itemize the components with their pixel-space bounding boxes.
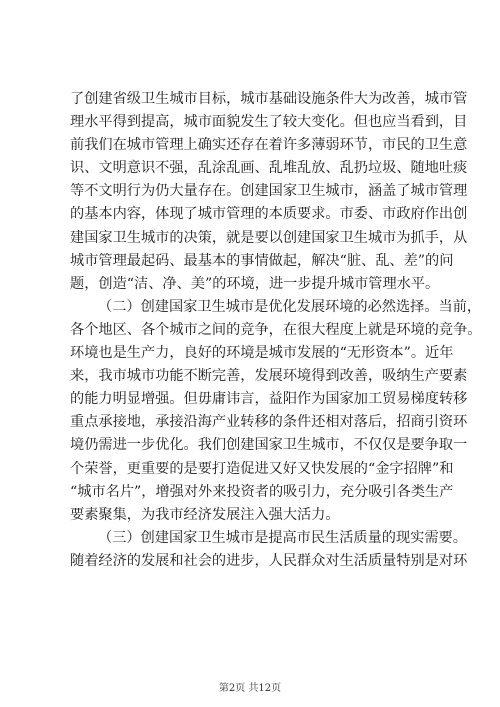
body-text xyxy=(70,88,482,573)
text-line: 前我们在城市管理上确实还存在着许多薄弱环节，市民的卫生意 xyxy=(70,137,468,154)
text-line: 要素聚集，为我市经济发展注入强大活力。 xyxy=(70,506,340,523)
text-line: 的基本内容，体现了城市管理的本质要求。市委、市政府作出创 xyxy=(70,206,468,223)
text-line: 个荣誉，更重要的是要打造促进又好又快发展的“金字招牌”和 xyxy=(70,460,454,477)
text-line: 建国家卫生城市的决策，就是要以创建国家卫生城市为抓手，从 xyxy=(70,229,468,246)
text-line: 随着经济的发展和社会的进步，人民群众对生活质量特别是对环 xyxy=(70,552,468,569)
text-line: 各个地区、各个城市之间的竞争，在很大程度上就是环境的竞争。 xyxy=(70,321,482,338)
text-line: 等不文明行为仍大量存在。创建国家卫生城市，涵盖了城市管理 xyxy=(70,183,468,200)
text-line: 环境也是生产力，良好的环境是城市发展的“无形资本”。近年 xyxy=(70,345,454,362)
text-line: 境仍需进一步优化。我们创建国家卫生城市，不仅仅是要争取一 xyxy=(70,437,468,454)
paragraph-start-line: （二）创建国家卫生城市是优化发展环境的必然选择。当前， xyxy=(98,298,482,315)
text-line: 重点承接地，承接沿海产业转移的条件还相对落后，招商引资环 xyxy=(70,414,468,431)
text-line: 来，我市城市功能不断完善，发展环境得到改善，吸纳生产要素 xyxy=(70,368,468,385)
text-line: 的能力明显增强。但毋庸讳言，益阳作为国家加工贸易梯度转移 xyxy=(70,391,468,408)
text-line: 识、文明意识不强，乱涂乱画、乱堆乱放、乱扔垃圾、随地吐痰 xyxy=(70,160,468,177)
text-line: 了创建省级卫生城市目标，城市基础设施条件大为改善，城市管 xyxy=(70,91,468,107)
page-number-footer: 第2页 共12页 xyxy=(218,683,282,694)
text-line: 理水平得到提高，城市面貌发生了较大变化。但也应当看到，目 xyxy=(70,114,468,131)
paragraph-start-line: （三）创建国家卫生城市是提高市民生活质量的现实需要。 xyxy=(98,529,467,546)
text-line: 城市管理最起码、最基本的事情做起，解决“脏、乱、差”的问 xyxy=(70,252,454,269)
text-line: “城市名片”，增强对外来投资者的吸引力，充分吸引各类生产 xyxy=(70,483,454,500)
text-line: 题，创造“洁、净、美”的环境，进一步提升城市管理水平。 xyxy=(70,275,440,292)
